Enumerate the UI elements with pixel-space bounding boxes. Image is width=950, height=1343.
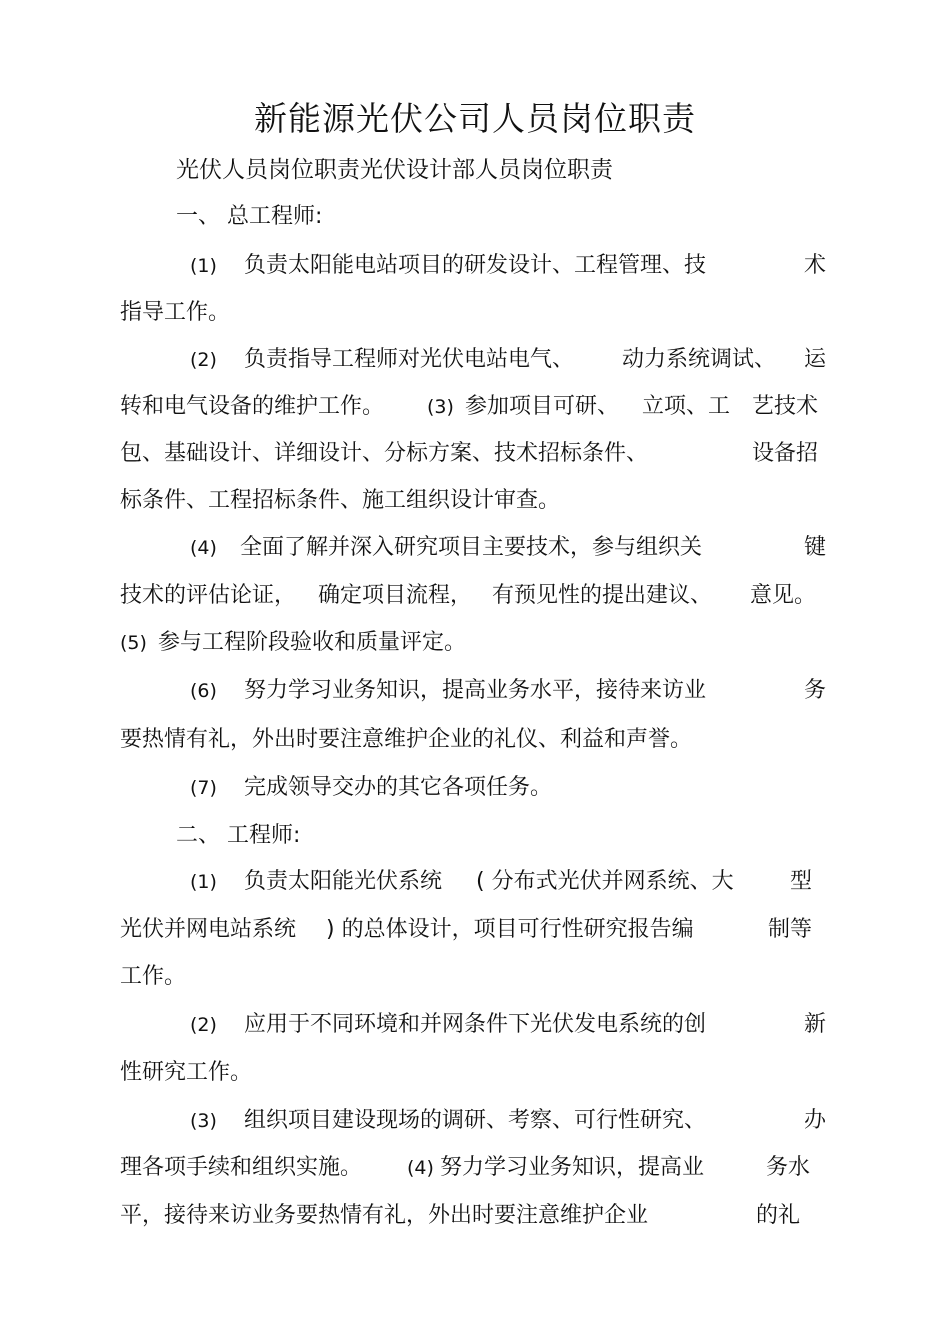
paragraph-line: (4) 全面了解并深入研究项目主要技术，参与组织关 键 [120,530,840,566]
paragraph-line: 平，接待来访业务要热情有礼，外出时要注意维护企业 的礼 [120,1203,801,1228]
item-number: (4) [190,537,217,559]
paragraph-line: (1) 负责太阳能光伏系统 ( 分布式光伏并网系统、大 型 [120,864,840,900]
paragraph-line: (3) 组织项目建设现场的调研、考察、可行性研究、 办 [120,1103,840,1139]
document-title: 新能源光伏公司人员岗位职责 [254,99,696,138]
paragraph-line: 理各项手续和组织实施。 (4) 努力学习业务知识，提高业 务水 [120,1150,840,1186]
item-number: (5) [120,632,147,654]
paragraph-line: 要热情有礼，外出时要注意维护企业的礼仪、利益和声誉。 [120,727,693,752]
paragraph-line: (2) 负责指导工程师对光伏电站电气、 动力系统调试、 运 [120,342,840,378]
paragraph-line: 光伏并网电站系统 ) 的总体设计，项目可行性研究报告编 制等 [120,917,813,942]
section-heading-1: 一、 总工程师: [176,204,323,229]
document-subtitle: 光伏人员岗位职责光伏设计部人员岗位职责 [176,157,613,183]
paragraph-line: (2) 应用于不同环境和并网条件下光伏发电系统的创 新 [120,1007,840,1043]
item-number: (3) [427,396,454,418]
paragraph-line: (7) 完成领导交办的其它各项任务。 [120,770,840,806]
item-number: (1) [190,255,217,277]
paragraph-line: (5) 参与工程阶段验收和质量评定。 [120,625,840,661]
paragraph-line: 指导工作。 [120,300,231,325]
paragraph-line: 标条件、工程招标条件、施工组织设计审查。 [120,488,561,513]
section-heading-2: 二、 工程师: [176,823,301,848]
paragraph-line: (1) 负责太阳能电站项目的研发设计、工程管理、技 术 [120,248,840,284]
paragraph-line: (6) 努力学习业务知识，提高业务水平，接待来访业 务 [120,673,840,709]
item-number: (2) [190,349,217,371]
paragraph-line: 技术的评估论证， 确定项目流程， 有预见性的提出建议、 意见。 [120,583,817,608]
paragraph-line: 包、基础设计、详细设计、分标方案、技术招标条件、 设备招 [120,441,819,466]
item-number: (6) [190,680,217,702]
item-number: (3) [190,1110,217,1132]
paragraph-line: 性研究工作。 [120,1060,253,1085]
item-number: (7) [190,777,217,799]
item-number: (2) [190,1014,217,1036]
paragraph-line: 工作。 [120,964,187,989]
item-number: (4) [407,1157,434,1179]
paragraph-line: 转和电气设备的维护工作。 (3) 参加项目可研、 立项、工 艺技术 [120,389,840,425]
item-number: (1) [190,871,217,893]
